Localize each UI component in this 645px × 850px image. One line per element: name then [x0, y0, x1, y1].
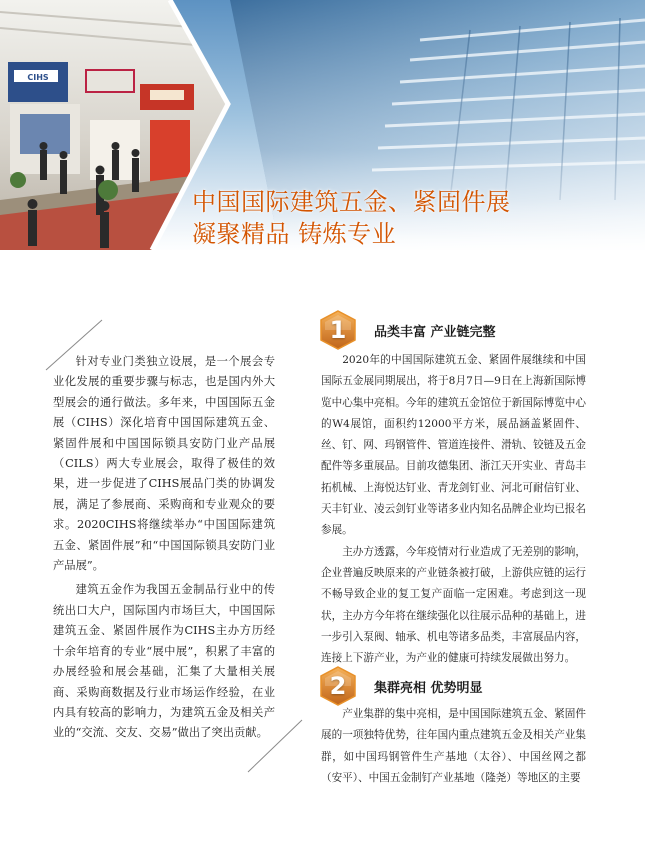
- section-2-title: 集群亮相 优势明显: [374, 681, 483, 696]
- hero-banner: [0, 0, 645, 250]
- section-1-number-badge: [318, 310, 358, 350]
- section-1-title: 品类丰富 产业链完整: [374, 325, 496, 340]
- section-2-paragraph-1: 产业集群的集中亮相，是中国国际建筑五金、紧固件展的一项独特优势，往年国内重点建筑五金及相关产业集群，如中国玛钢管件生产基地（太谷）、中国丝网之都（安平）、中国五金制钉产业基地（隆尧）等地区的主要: [321, 708, 586, 784]
- section-1-paragraph-2: 主办方透露，今年疫情对行业造成了无差别的影响，企业普遍反映原来的产业链条被打破，上游供应链的运行不畅导致企业的复工复产面临一定困难。考虑到这一现状，主办方今年将在继续强化以往展示品种的基础上，进一步引入泵阀、轴承、机电等诸多品类，丰富展品内容，连接上下游产业，为产业的健康可持续发展做出努力。: [321, 545, 586, 665]
- intro-paragraph-2: 建筑五金作为我国五金制品行业中的传统出口大户，国际国内市场巨大，中国国际建筑五金、紧固件展作为CIHS主办方历经十余年培育的专业“展中展”，积累了丰富的办展经验和展会基础，汇集了大量相关展商、采购商数据及行业市场运作经验，在业内具有较高的影响力，为建筑五金及相关产业的“交流、交友、交易”做出了突出贡献。: [53, 583, 275, 740]
- section-1-body: [321, 350, 586, 669]
- section-2-body: [321, 704, 586, 789]
- section-2-heading: [318, 666, 598, 706]
- hero-title-line-2: 凝聚精品 铸炼专业: [192, 220, 397, 248]
- section-2-number-badge: [318, 666, 358, 706]
- section-2-number: 2: [329, 672, 347, 700]
- hero-title: [192, 186, 632, 250]
- hero-title-line-1: 中国国际建筑五金、紧固件展: [192, 188, 511, 216]
- intro-column: [53, 352, 275, 744]
- section-1-number: 1: [329, 316, 347, 344]
- intro-paragraph-1: 针对专业门类独立设展，是一个展会专业化发展的重要步骤与标志，也是国内外大型展会的通行做法。多年来，中国国际五金展（CIHS）深化培育中国国际建筑五金、紧固件展和中国国际锁具安防门业产品展（CILS）两大专业展会，取得了极佳的效果，进一步促进了CIHS展品门类的协调发展，满足了参展商、采购商和专业观众的要求。2020CIHS将继续举办“中国国际建筑五金、紧固件展”和“中国国际锁具安防门业产品展”。: [53, 355, 275, 573]
- booth-sign-text: CIHS: [27, 73, 49, 82]
- section-1-heading: [318, 310, 598, 350]
- section-1-paragraph-1: 2020年的中国国际建筑五金、紧固件展继续和中国国际五金展同期展出，将于8月7日—9日在上海新国际博览中心集中亮相。今年的建筑五金馆位于新国际博览中心的W4展馆，面积约12000平方米，展品涵盖紧固件、丝、钉、网、玛钢管件、管道连接件、滑轨、铰链及五金配件等多重展品。目前攻德集团、浙江天开实业、青岛丰拓机械、上海悦达钉业、青龙剑钉业、河北可耐信钉业、天丰钉业、凌云剑钉业等诸多业内知名品牌企业均已报名参展。: [321, 354, 586, 537]
